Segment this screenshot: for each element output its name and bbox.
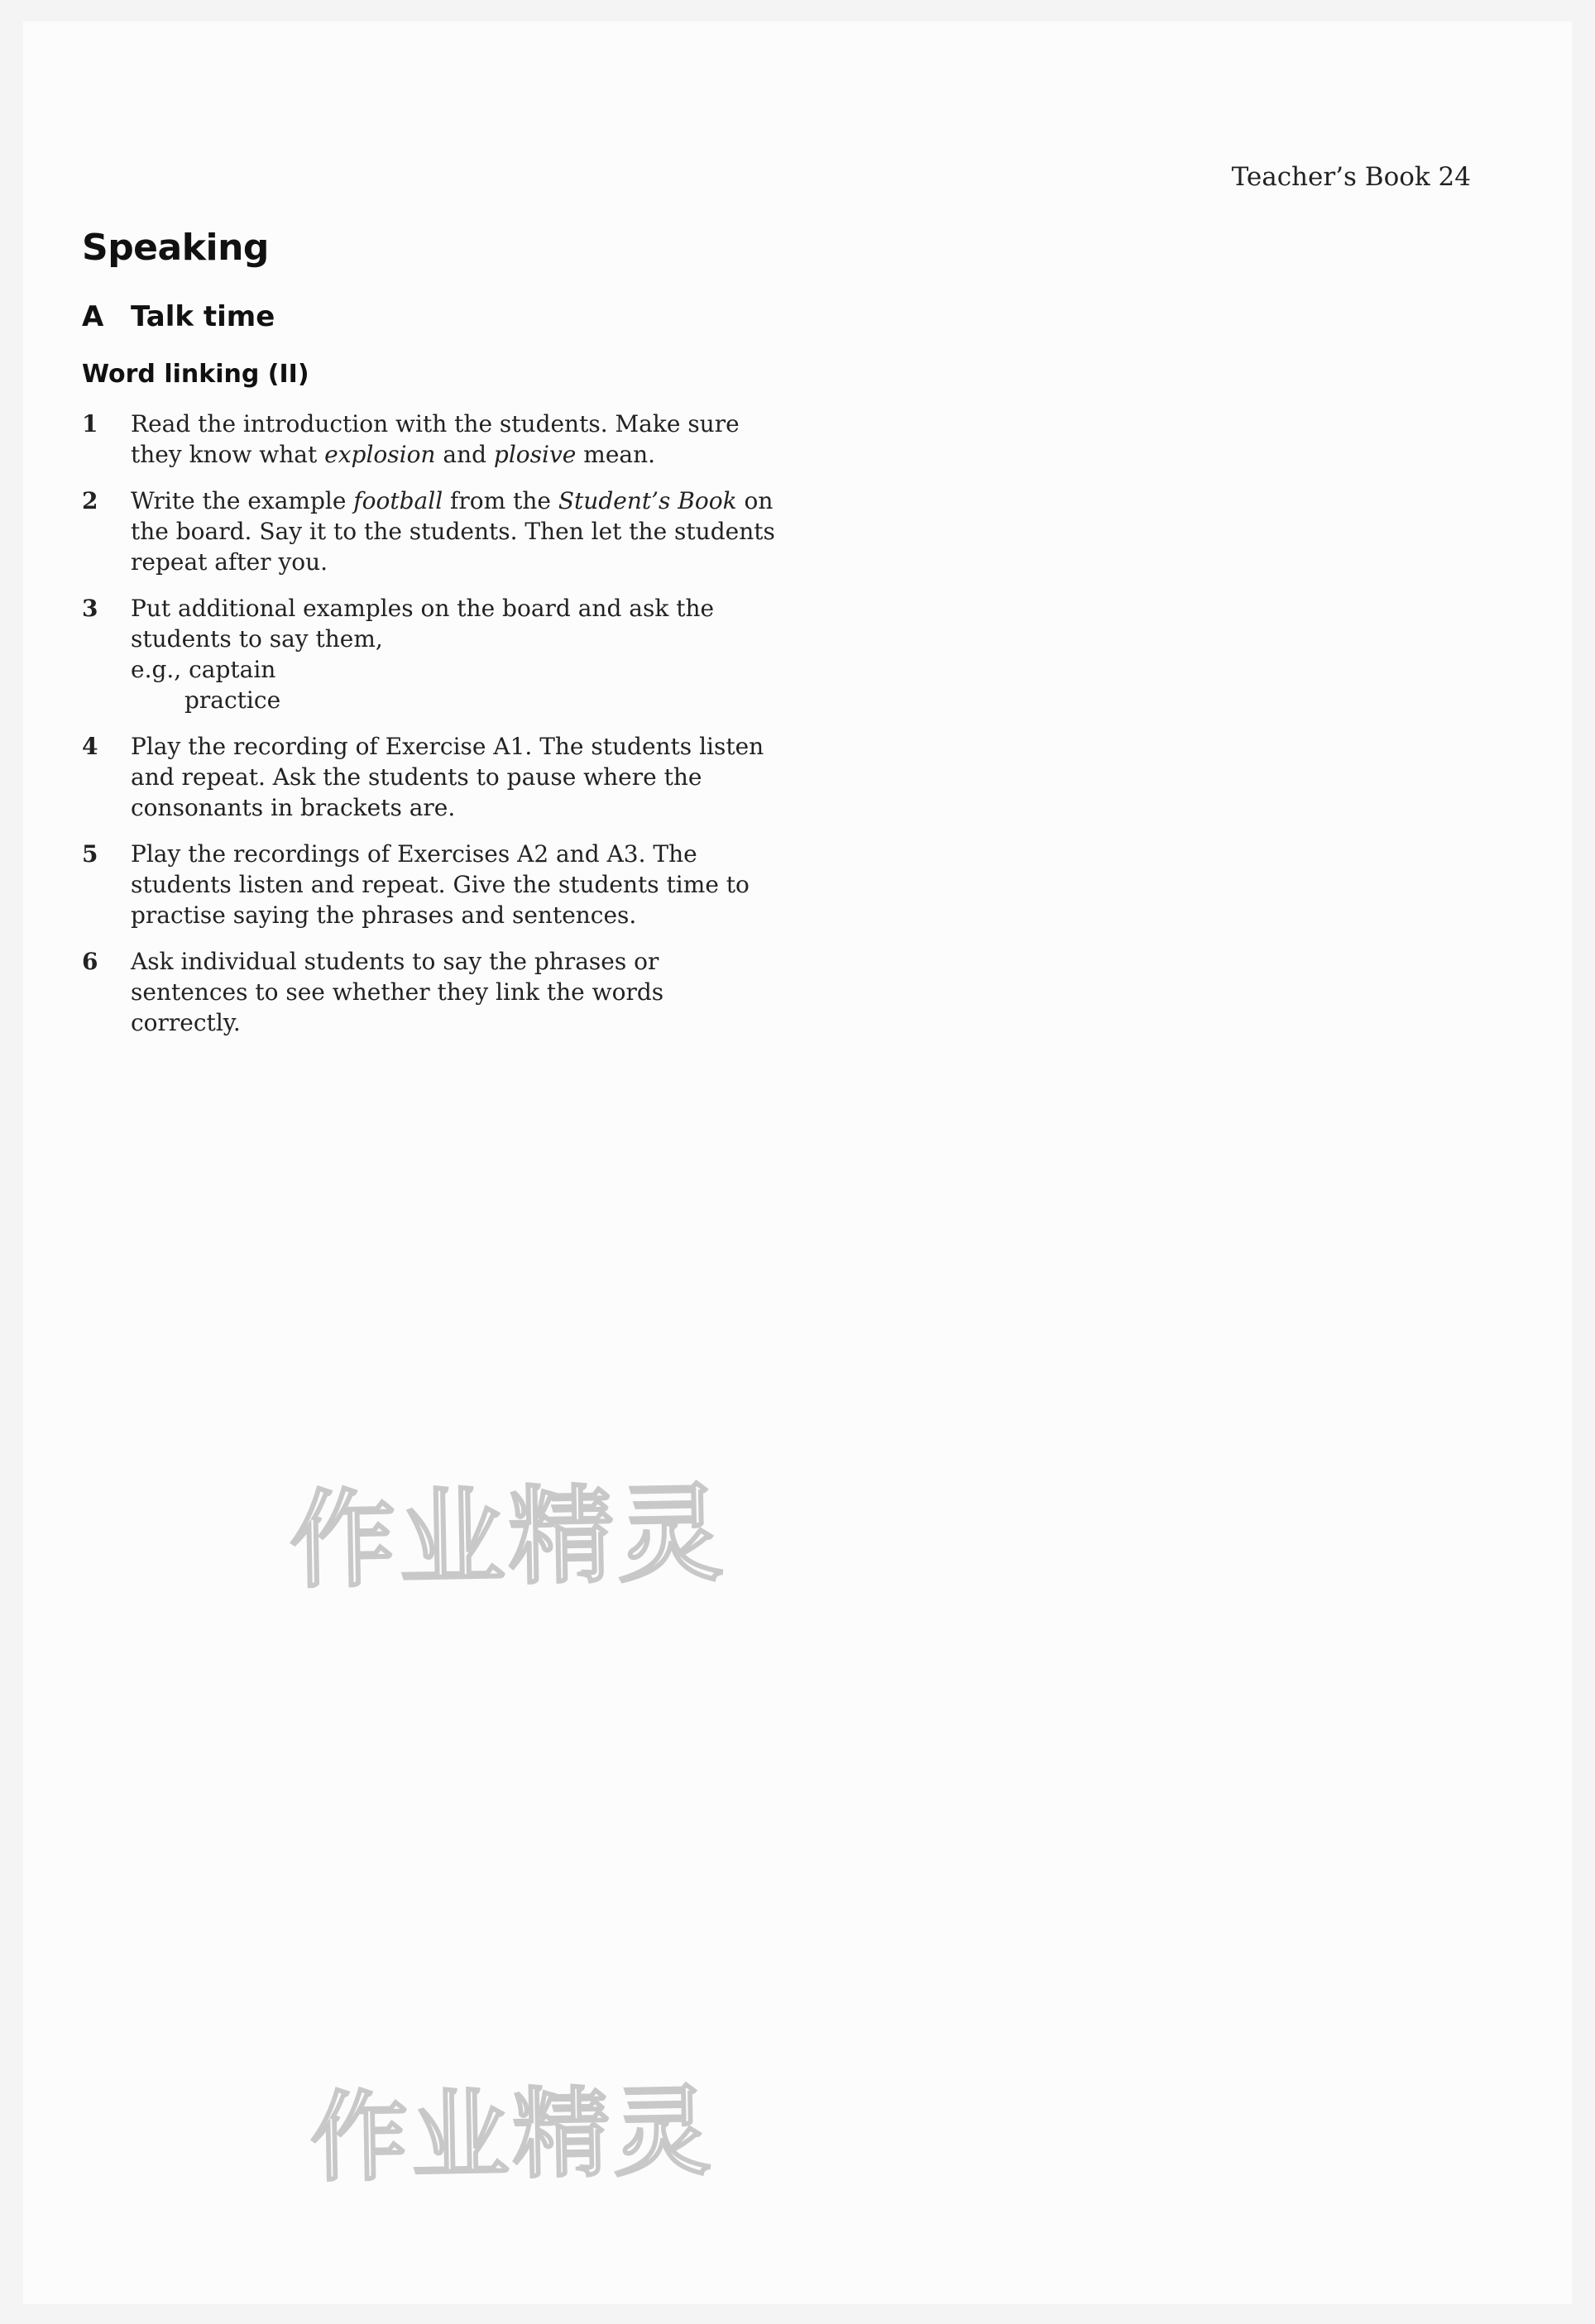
list-item [82,409,777,470]
step-number: 3 [82,595,98,622]
list-item [82,593,777,715]
example-line: e.g., captain [131,656,276,683]
step-number: 5 [82,840,98,868]
step-number: 6 [82,948,98,975]
step-text: Play the recording of Exercise A1. The students listen and repeat. Ask the students to pause where the consonants in brackets are. [131,733,764,821]
step-number: 4 [82,733,98,760]
list-item [82,839,777,930]
step-number: 2 [82,487,98,514]
list-item [82,946,777,1038]
list-item [82,731,777,823]
page-header: Teacher’s Book 24 [1231,162,1471,192]
watermark: 作业精灵 [309,2073,716,2196]
step-text: Read the introduction with the students. Make sure they know what explosion and plosive mean. [131,410,740,468]
document-page [23,22,1572,2304]
subsection-letter: A [82,300,104,333]
step-text: Write the example football from the Student’s Book on the board. Say it to the students. Then let the students repeat after you. [131,487,775,576]
watermark: 作业精灵 [288,1472,728,1604]
step-text [131,593,777,715]
topic-heading: Word linking (II) [82,360,309,389]
step-text: Play the recordings of Exercises A2 and A3. The students listen and repeat. Give the students time to practise saying the phrases and sentences. [131,840,750,929]
subsection-heading [82,300,777,333]
list-item [82,485,777,577]
example-line-2: practice [184,686,281,714]
section-title: Speaking [82,227,269,269]
step-main-text: Put additional examples on the board and ask the students to say them, [131,595,715,653]
step-number: 1 [82,410,98,438]
subsection-title: Talk time [131,300,275,333]
step-text: Ask individual students to say the phrases or sentences to see whether they link the words correctly. [131,948,664,1036]
main-content [82,227,777,1054]
steps-list [82,409,777,1038]
